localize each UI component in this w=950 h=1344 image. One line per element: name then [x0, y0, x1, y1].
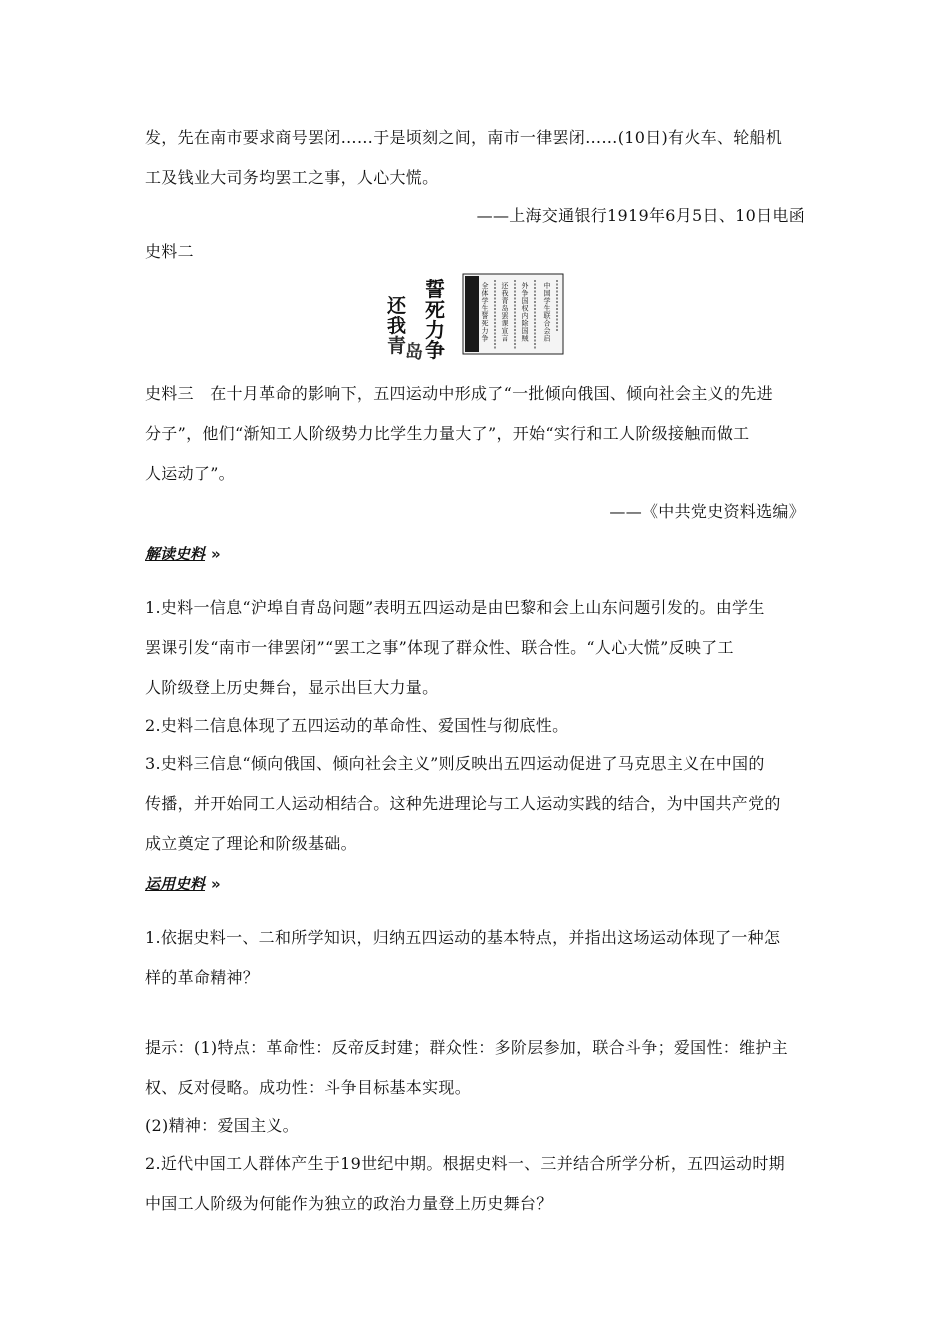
- calligraphy-char: 岛: [405, 342, 423, 360]
- text-line: 成立奠定了理论和阶级基础。: [145, 834, 357, 853]
- clipping-column-text: 中国学生联合会启: [543, 282, 551, 342]
- section-heading-interpret: 解读史料 »: [145, 545, 221, 563]
- section-heading-apply: 运用史料 »: [145, 875, 221, 893]
- clipping-column-text: 外争国权内除国贼: [521, 282, 529, 342]
- text-line: 工及钱业大司务均罢工之事，人心大慌。: [145, 168, 439, 187]
- text-line: 罢课引发“南市一律罢闭”“罢工之事”体现了群众性、联合性。“人心大慌”反映了工: [145, 638, 734, 657]
- calligraphy-char: 争: [425, 338, 445, 360]
- text-line: 分子”，他们“渐知工人阶级势力比学生力量大了”，开始“实行和工人阶级接触而做工: [145, 424, 750, 443]
- question-line: 2.近代中国工人群体产生于19世纪中期。根据史料一、三并结合所学分析，五四运动时期: [145, 1154, 785, 1173]
- chevron-right-icon: »: [211, 875, 221, 893]
- text-line: 1.史料一信息“沪埠自青岛问题”表明五四运动是由巴黎和会上山东问题引发的。由学生: [145, 598, 765, 617]
- chevron-right-icon: »: [211, 545, 221, 563]
- calligraphy-char: 死: [425, 298, 445, 322]
- calligraphy-char: 誓: [425, 277, 445, 301]
- calligraphy-char: 还: [387, 295, 407, 317]
- answer-line: 提示：(1)特点：革命性：反帝反封建；群众性：多阶层参加，联合斗争；爱国性：维护主: [145, 1038, 788, 1057]
- section-label-source-two: 史料二: [145, 242, 194, 261]
- question-line: 样的革命精神？: [145, 968, 260, 987]
- question-line: 1.依据史料一、二和所学知识，归纳五四运动的基本特点，并指出这场运动体现了一种怎: [145, 928, 781, 947]
- source-citation: ——上海交通银行1919年6月5日、10日电函: [476, 206, 805, 225]
- calligraphy-char: 我: [387, 315, 407, 337]
- text-line: 2.史料二信息体现了五四运动的革命性、爱国性与彻底性。: [145, 716, 569, 735]
- text-line: 人运动了”。: [145, 464, 235, 483]
- clipping-column-text: 还我青岛罢课宣言: [501, 282, 509, 342]
- text-line: 传播，并开始同工人运动相结合。这种先进理论与工人运动实践的结合，为中国共产党的: [145, 794, 781, 813]
- clipping-column-text: 全体学生誓死力争: [481, 282, 489, 342]
- text-line: 史料三 在十月革命的影响下，五四运动中形成了“一批倾向俄国、倾向社会主义的先进: [145, 384, 773, 403]
- text-line: 3.史料三信息“倾向俄国、倾向社会主义”则反映出五四运动促进了马克思主义在中国的: [145, 754, 765, 773]
- question-line: 中国工人阶级为何能作为独立的政治力量登上历史舞台？: [145, 1194, 553, 1213]
- source-citation: ——《中共党史资料选编》: [609, 502, 805, 521]
- calligraphy-char: 力: [425, 318, 445, 342]
- text-line: 人阶级登上历史舞台，显示出巨大力量。: [145, 678, 439, 697]
- answer-line: (2)精神：爱国主义。: [145, 1116, 299, 1135]
- text-line: 发，先在南市要求商号罢闭……于是顷刻之间，南市一律罢闭……(10日)有火车、轮船机: [145, 128, 783, 147]
- calligraphy-char: 青: [387, 335, 407, 357]
- newspaper-clipping-image: [385, 272, 565, 360]
- answer-line: 权、反对侵略。成功性：斗争目标基本实现。: [145, 1078, 472, 1097]
